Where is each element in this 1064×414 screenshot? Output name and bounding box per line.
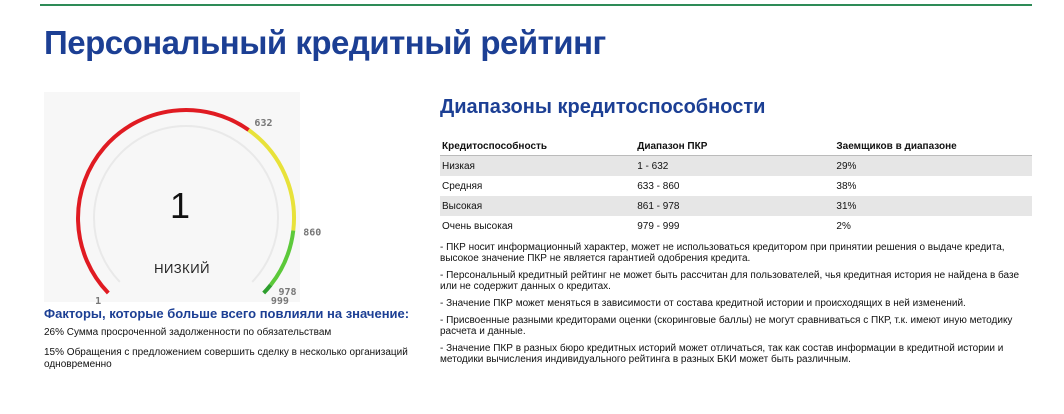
note-item: - Значение ПКР в разных бюро кредитных историй может отличаться, так как состав информации в кредитной истории и методики вычисления индивидуального рейтинга в разных БКИ может быть различным. xyxy=(440,343,1004,365)
notes-list xyxy=(440,242,1032,365)
gauge-tick-label: 1 xyxy=(95,295,102,307)
note-item: - Присвоенные разными кредиторами оценки (скоринговые баллы) не могут сравниваться с ПКР, т.к. имеют иную методику расчета и данные. xyxy=(440,315,1013,337)
table-cell: 38% xyxy=(836,180,857,192)
table-cell: 29% xyxy=(834,156,1032,177)
note-item: - Значение ПКР может меняться в зависимости от состава кредитной истории и происходящих в ней изменений. xyxy=(440,298,966,309)
table-cell: 633 - 860 xyxy=(637,180,680,192)
table-cell: Средняя xyxy=(442,180,483,192)
gauge-category: НИЗКИЙ xyxy=(154,261,210,276)
column-header: Кредитоспособность xyxy=(440,137,635,156)
factor-item: 26% Сумма просроченной задолженности по обязательствам xyxy=(44,327,332,338)
table-cell: Очень высокая xyxy=(442,220,513,232)
note-item: - Персональный кредитный рейтинг не может быть рассчитан для пользователей, чья кредитная история не найдена в базе или не содержит данных о кредитах. xyxy=(440,270,1020,292)
table-header-row xyxy=(440,137,1032,156)
table-cell: 1 - 632 xyxy=(635,156,834,177)
factors-section xyxy=(44,306,414,379)
gauge-svg xyxy=(44,92,322,307)
gauge-tick-label: 860 xyxy=(303,227,322,239)
column-header: Диапазон ПКР xyxy=(635,137,834,156)
gauge-score: 1 xyxy=(169,185,191,226)
page-title: Персональный кредитный рейтинг xyxy=(44,24,606,61)
column-header: Заемщиков в диапазоне xyxy=(834,137,1032,156)
table-row xyxy=(440,156,1032,177)
table-cell: 861 - 978 xyxy=(635,196,834,216)
note-item: - ПКР носит информационный характер, может не использоваться кредитором при принятии решения о выдаче кредита, высокое значение ПКР не является гарантией одобрения кредита. xyxy=(440,242,1005,264)
table-row xyxy=(440,216,1032,236)
factors-title: Факторы, которые больше всего повлияли на значение: xyxy=(44,306,410,321)
gauge-tick-label: 978 xyxy=(278,287,297,299)
table-cell: 31% xyxy=(834,196,1032,216)
table-row xyxy=(440,196,1032,216)
gauge-tick-label: 632 xyxy=(254,117,273,129)
factor-item: 15% Обращения с предложением совершить сделку в несколько организаций одновременно xyxy=(44,347,408,370)
gauge-tick-label: 999 xyxy=(270,295,289,307)
ranges-title: Диапазоны кредитоспособности xyxy=(440,96,766,118)
credit-score-gauge xyxy=(44,92,322,307)
table-cell: Высокая xyxy=(440,196,635,216)
top-divider xyxy=(40,4,1032,6)
credit-ranges-table xyxy=(440,137,1032,236)
table-cell: Низкая xyxy=(440,156,635,177)
table-cell: 2% xyxy=(836,220,851,232)
credit-ranges-section xyxy=(440,96,1032,371)
table-cell: 979 - 999 xyxy=(637,220,680,232)
table-row xyxy=(440,176,1032,196)
